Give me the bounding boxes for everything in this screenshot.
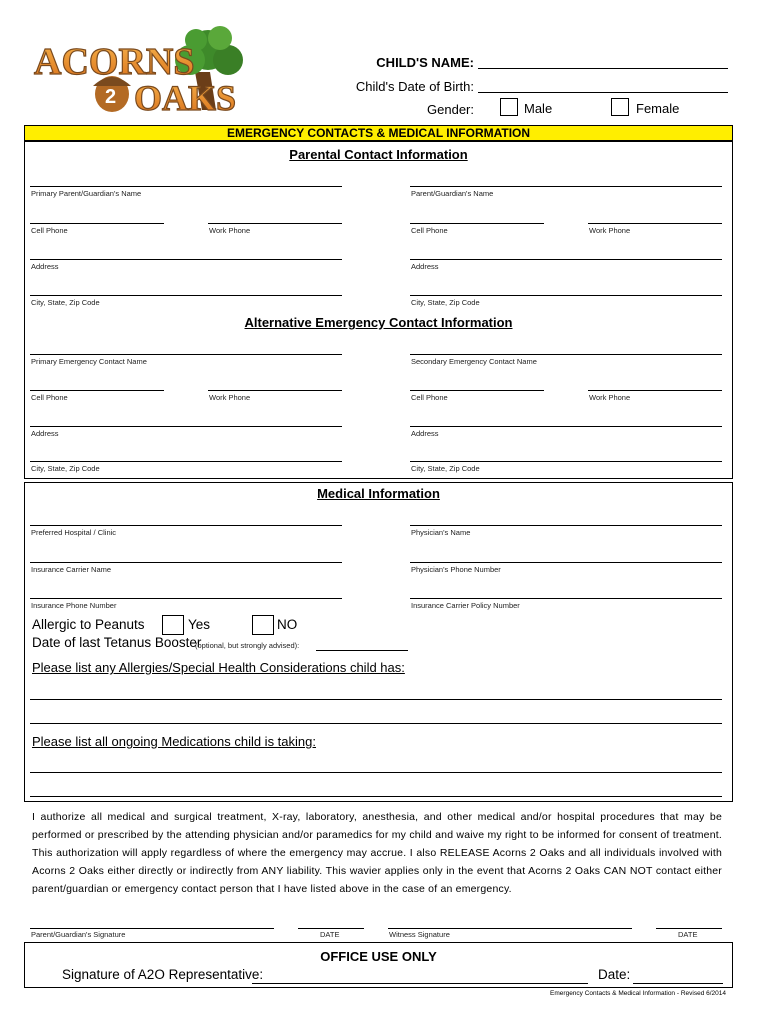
female-checkbox[interactable] [611, 98, 629, 116]
cell-phone-field[interactable] [410, 390, 544, 391]
secondary-emergency-name-field[interactable] [410, 354, 722, 355]
yes-label: Yes [188, 617, 211, 632]
medications-line-2[interactable] [30, 796, 722, 797]
policy-number-field[interactable] [410, 598, 722, 599]
field-label: City, State, Zip Code [31, 464, 100, 473]
office-use-title: OFFICE USE ONLY [320, 949, 437, 964]
cell-phone-field[interactable] [30, 223, 164, 224]
field-label: Work Phone [209, 226, 251, 235]
field-label: Address [31, 429, 59, 438]
parent-signature-field[interactable] [30, 928, 274, 929]
witness-label: Witness Signature [389, 930, 450, 939]
parental-title: Parental Contact Information [289, 147, 468, 162]
field-label: Physician's Phone Number [411, 565, 501, 574]
authorization-paragraph: I authorize all medical and surgical treatment, X-ray, laboratory, anesthesia, and other medical and/or hospital procedures that may be performed or prescribed by the attending physician and/or paramedics for my child and waive my right to be informed for consent of treatment. This authorization will apply regardless of where the emergency may accrue. I also RELEASE Acorns 2 Oaks and all individuals involved with Acorns 2 Oaks either directly or indirectly from ANY liability. This wavier applies only in the event that Acorns 2 Oaks CAN NOT contact either parent/guardian or emergency contact person that I have listed above in the case of an emergency. [32, 811, 722, 895]
insurance-carrier-field[interactable] [30, 562, 342, 563]
field-label: Secondary Emergency Contact Name [411, 357, 537, 366]
svg-text:OAKS: OAKS [134, 78, 237, 118]
tetanus-date-field[interactable] [316, 650, 408, 651]
work-phone-field[interactable] [208, 223, 342, 224]
tetanus-note: (optional, but strongly advised): [195, 641, 300, 650]
address-field[interactable] [30, 426, 342, 427]
field-label: Insurance Carrier Policy Number [411, 601, 520, 610]
alt-contact-title: Alternative Emergency Contact Information [244, 315, 513, 330]
witness-signature-field[interactable] [388, 928, 632, 929]
field-label: Cell Phone [411, 226, 448, 235]
peanut-yes-checkbox[interactable] [162, 615, 184, 635]
field-label: Primary Emergency Contact Name [31, 357, 147, 366]
gender-label: Gender: [427, 102, 474, 117]
office-date-field[interactable] [633, 983, 723, 984]
city-state-zip-field[interactable] [30, 461, 342, 462]
medications-line-1[interactable] [30, 772, 722, 773]
svg-text:ACORNS: ACORNS [34, 41, 195, 83]
child-name-label: CHILD'S NAME: [376, 55, 474, 70]
work-phone-field[interactable] [588, 223, 722, 224]
field-label: Work Phone [589, 393, 631, 402]
field-label: Work Phone [589, 226, 631, 235]
field-label: Cell Phone [411, 393, 448, 402]
primary-emergency-name-field[interactable] [30, 354, 342, 355]
rep-signature-field[interactable] [252, 983, 588, 984]
field-label: Insurance Phone Number [31, 601, 117, 610]
female-label: Female [636, 101, 680, 116]
allergies-prompt: Please list any Allergies/Special Health Considerations child has: [32, 660, 405, 675]
male-label: Male [524, 101, 553, 116]
tetanus-label: Date of last Tetanus Booster [32, 635, 202, 650]
field-label: Primary Parent/Guardian's Name [31, 189, 142, 198]
field-label: Address [411, 429, 439, 438]
primary-parent-name-field[interactable] [30, 186, 342, 187]
address-field[interactable] [30, 259, 342, 260]
field-label: Physician's Name [411, 528, 471, 537]
no-label: NO [277, 617, 298, 632]
insurance-phone-field[interactable] [30, 598, 342, 599]
emergency-banner: EMERGENCY CONTACTS & MEDICAL INFORMATION [24, 125, 733, 141]
peanut-allergy-label: Allergic to Peanuts [32, 617, 145, 632]
parent-name-field[interactable] [410, 186, 722, 187]
work-phone-field[interactable] [208, 390, 342, 391]
signature-label: Parent/Guardian's Signature [31, 930, 126, 939]
field-label: City, State, Zip Code [411, 464, 480, 473]
hospital-field[interactable] [30, 525, 342, 526]
svg-text:2: 2 [105, 86, 117, 108]
allergies-line-1[interactable] [30, 699, 722, 700]
city-state-zip-field[interactable] [30, 295, 342, 296]
field-label: Parent/Guardian's Name [411, 189, 494, 198]
acorns-2-oaks-logo [30, 24, 270, 120]
field-label: City, State, Zip Code [31, 298, 100, 307]
medications-prompt: Please list all ongoing Medications child is taking: [32, 734, 316, 749]
address-field[interactable] [410, 426, 722, 427]
field-label: Preferred Hospital / Clinic [31, 528, 117, 537]
cell-phone-field[interactable] [30, 390, 164, 391]
field-label: Work Phone [209, 393, 251, 402]
peanut-no-checkbox[interactable] [252, 615, 274, 635]
male-checkbox[interactable] [500, 98, 518, 116]
date-field[interactable] [656, 928, 722, 929]
cell-phone-field[interactable] [410, 223, 544, 224]
dob-field[interactable] [478, 92, 728, 93]
date-label: DATE [678, 930, 698, 939]
field-label: Cell Phone [31, 226, 68, 235]
address-field[interactable] [410, 259, 722, 260]
allergies-line-2[interactable] [30, 723, 722, 724]
city-state-zip-field[interactable] [410, 295, 722, 296]
field-label: Address [411, 262, 439, 271]
field-label: Address [31, 262, 59, 271]
office-date-label: Date: [598, 967, 631, 982]
physician-name-field[interactable] [410, 525, 722, 526]
child-name-field[interactable] [478, 68, 728, 69]
work-phone-field[interactable] [588, 390, 722, 391]
date-label: DATE [320, 930, 340, 939]
field-label: Cell Phone [31, 393, 68, 402]
physician-phone-field[interactable] [410, 562, 722, 563]
logo-graphic [30, 24, 270, 120]
dob-label: Child's Date of Birth: [355, 79, 474, 94]
rep-signature-label: Signature of A2O Representative: [62, 967, 264, 982]
medical-title: Medical Information [317, 486, 440, 501]
date-field[interactable] [298, 928, 364, 929]
footer-text: Emergency Contacts & Medical Information - Revised 6/2014 [550, 990, 726, 997]
city-state-zip-field[interactable] [410, 461, 722, 462]
field-label: City, State, Zip Code [411, 298, 480, 307]
field-label: Insurance Carrier Name [31, 565, 112, 574]
